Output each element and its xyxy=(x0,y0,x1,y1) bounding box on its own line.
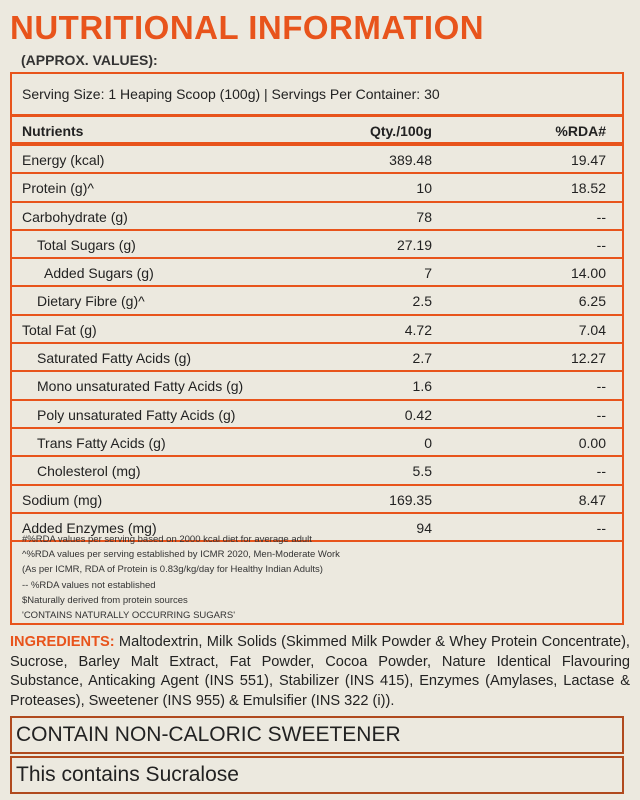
nutrient-qty: 1.6 xyxy=(412,378,432,395)
nutrient-name: Added Enzymes (mg) xyxy=(22,519,157,536)
nutrient-qty: 0.42 xyxy=(404,406,432,423)
table-row xyxy=(12,174,622,202)
nutrient-qty: 389.48 xyxy=(389,152,432,168)
nutrient-qty: 0 xyxy=(424,434,432,451)
table-row xyxy=(12,344,622,372)
footnote: (As per ICMR, RDA of Protein is 0.83g/kg/day for Healthy Indian Adults) xyxy=(22,564,323,576)
ingredients-label: INGREDIENTS: xyxy=(10,634,115,650)
nutrient-qty: 27.19 xyxy=(396,236,432,253)
nutrient-rda: -- xyxy=(596,406,606,423)
table-row xyxy=(12,401,622,429)
sucralose-notice: This contains Sucralose xyxy=(10,756,624,794)
nutrient-name: Added Sugars (g) xyxy=(44,265,154,282)
footnote: ^%RDA values per serving established by ICMR 2020, Men-Moderate Work xyxy=(22,549,340,561)
nutrient-name: Poly unsaturated Fatty Acids (g) xyxy=(37,406,236,423)
nutrient-name: Carbohydrate (g) xyxy=(22,208,128,225)
table-row xyxy=(12,429,622,457)
nutrient-rda: 8.47 xyxy=(578,491,606,508)
ingredients-block xyxy=(10,633,630,711)
nutrient-rda: -- xyxy=(596,519,606,536)
table-row xyxy=(12,287,622,315)
nutrient-qty: 5.5 xyxy=(412,463,432,480)
table-header-row xyxy=(12,117,622,146)
page-subtitle: (APPROX. VALUES): xyxy=(21,52,158,68)
nutrition-table xyxy=(12,117,622,542)
nutrient-rda: 0.00 xyxy=(578,434,606,451)
table-row xyxy=(12,259,622,287)
serving-info: Serving Size: 1 Heaping Scoop (100g) | Servings Per Container: 30 xyxy=(22,86,440,102)
footnotes xyxy=(22,532,340,623)
nutrient-qty: 2.7 xyxy=(412,350,432,367)
nutrient-name: Mono unsaturated Fatty Acids (g) xyxy=(37,378,244,395)
table-row xyxy=(12,146,622,174)
table-row xyxy=(12,486,622,514)
nutrient-name: Energy (kcal) xyxy=(22,152,105,168)
nutrient-name: Protein (g)^ xyxy=(22,180,94,197)
header-qty: Qty./100g xyxy=(370,123,432,139)
page-title: NUTRITIONAL INFORMATION xyxy=(10,9,485,46)
nutrient-name: Total Fat (g) xyxy=(22,321,97,338)
nutrient-name: Dietary Fibre (g)^ xyxy=(37,293,145,310)
nutrient-rda: -- xyxy=(596,463,606,480)
nutrient-rda: -- xyxy=(596,208,606,225)
sweetener-warning: CONTAIN NON-CALORIC SWEETENER xyxy=(10,716,624,754)
footnote: -- %RDA values not established xyxy=(22,579,156,591)
header-rda: %RDA# xyxy=(555,123,606,139)
table-row xyxy=(12,457,622,485)
nutrient-rda: 6.25 xyxy=(578,293,606,310)
nutrient-rda: 19.47 xyxy=(570,152,606,168)
nutrient-rda: -- xyxy=(596,236,606,253)
nutrient-qty: 169.35 xyxy=(389,491,432,508)
footnote: 'CONTAINS NATURALLY OCCURRING SUGARS' xyxy=(22,610,236,622)
footnote: $Naturally derived from protein sources xyxy=(22,594,188,606)
nutrient-rda: 14.00 xyxy=(570,265,606,282)
nutrient-rda: 18.52 xyxy=(570,180,606,197)
nutrient-name: Cholesterol (mg) xyxy=(37,463,141,480)
footnote: #%RDA values per serving based on 2000 kcal diet for average adult xyxy=(22,534,312,545)
nutrition-panel xyxy=(10,72,624,625)
ingredients-text: Maltodextrin, Milk Solids (Skimmed Milk Powder & Whey Protein Concentrate), Sucrose, Barley Malt Extract, Fat Powder, Cocoa Powder, Nature Identical Flavouring Substance, Anticaking Agent (INS 551), Stabilizer (INS 415), Enzymes (Amylases, Lactase & Proteases), Sweetener (INS 955) & Emulsifier (INS 322 (i)). xyxy=(10,634,630,709)
nutrient-qty: 78 xyxy=(416,208,432,225)
nutrient-qty: 94 xyxy=(416,519,432,536)
nutrient-name: Sodium (mg) xyxy=(22,491,103,508)
header-nutrients: Nutrients xyxy=(22,123,84,139)
nutrient-rda: 12.27 xyxy=(570,350,606,367)
nutrient-qty: 4.72 xyxy=(404,321,432,338)
nutrient-rda: -- xyxy=(596,378,606,395)
table-row xyxy=(12,372,622,400)
table-row xyxy=(12,316,622,344)
nutrient-name: Saturated Fatty Acids (g) xyxy=(37,350,192,367)
nutrient-qty: 7 xyxy=(424,265,432,282)
nutrient-name: Total Sugars (g) xyxy=(37,236,136,253)
table-row xyxy=(12,203,622,231)
nutrient-rda: 7.04 xyxy=(578,321,606,338)
table-row xyxy=(12,231,622,259)
nutrient-qty: 10 xyxy=(416,180,432,197)
nutrient-name: Trans Fatty Acids (g) xyxy=(37,434,166,451)
nutrient-qty: 2.5 xyxy=(412,293,432,310)
